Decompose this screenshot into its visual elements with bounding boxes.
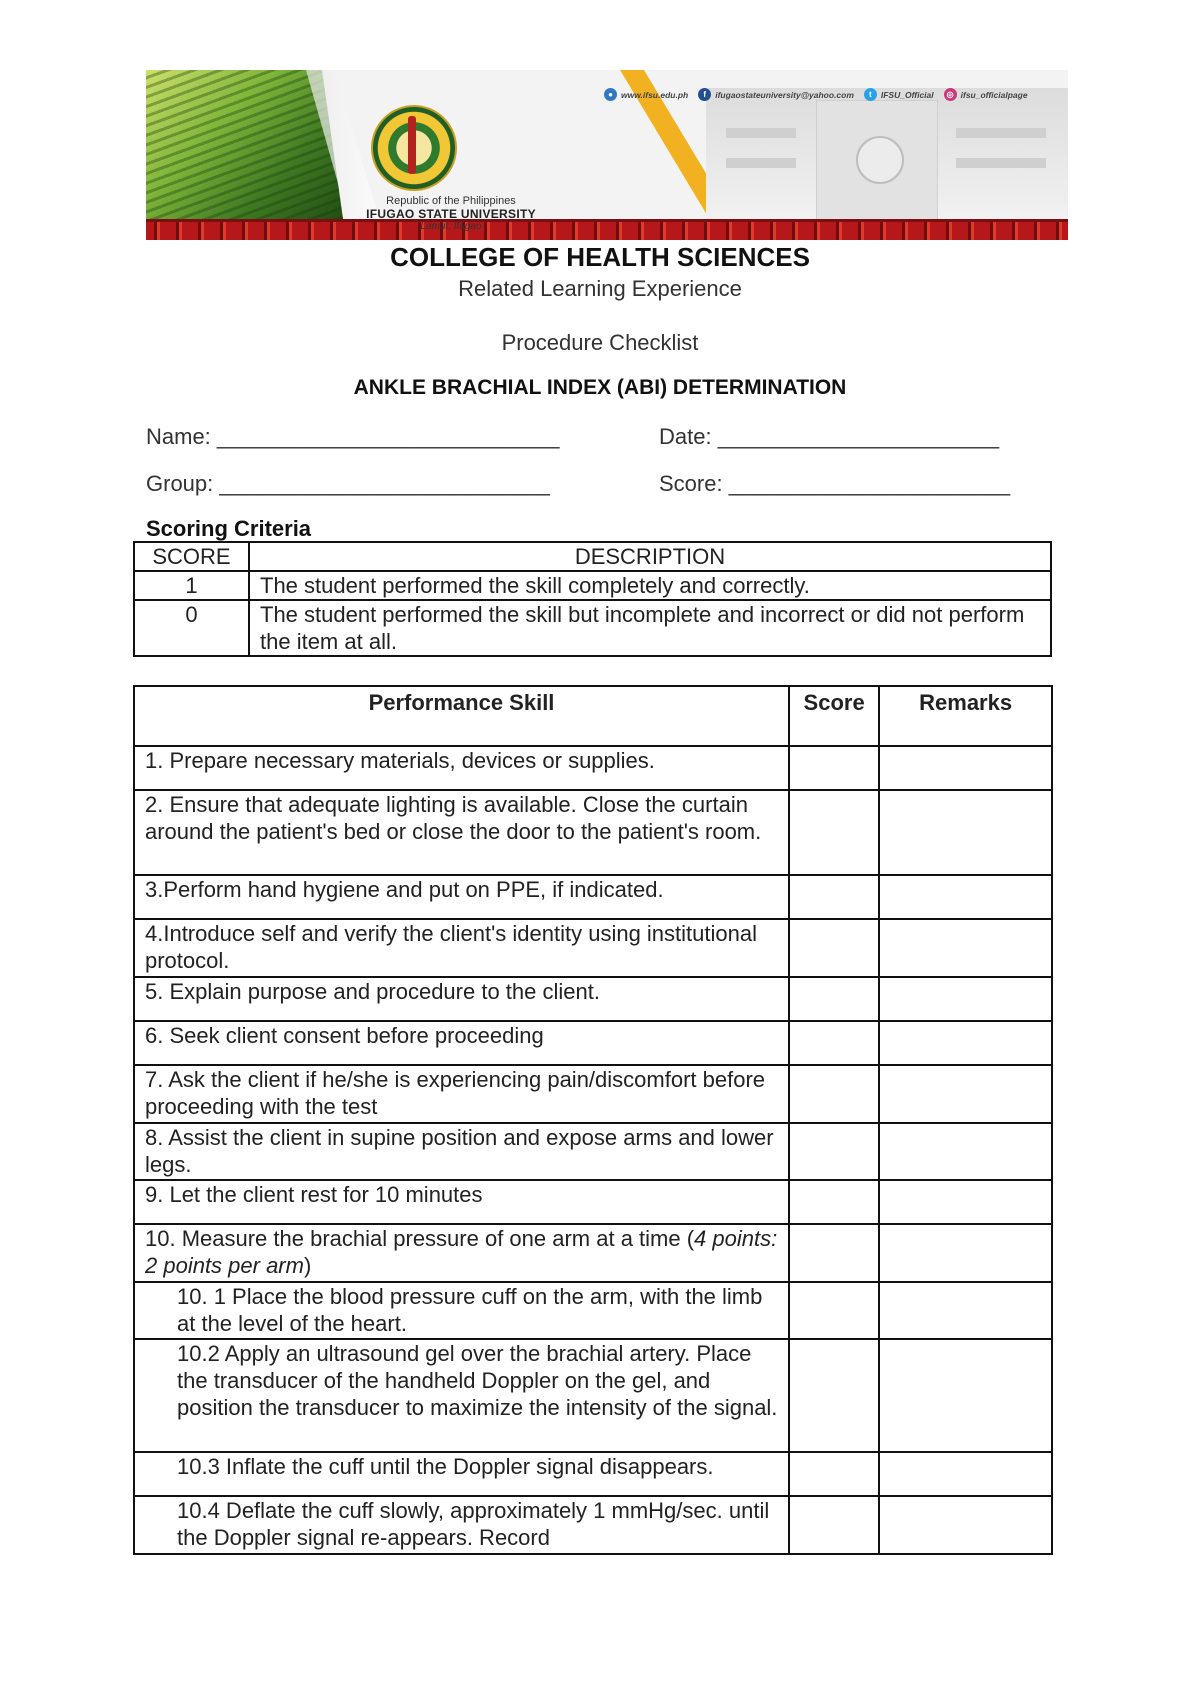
remarks-cell[interactable] — [879, 919, 1052, 977]
remarks-cell[interactable] — [879, 1339, 1052, 1452]
instagram-icon: ◎ — [944, 88, 957, 101]
criteria-score: 1 — [134, 571, 249, 600]
score-column-header: SCORE — [134, 542, 249, 571]
group-field: Group: ___________________________ — [146, 471, 550, 496]
score-cell[interactable] — [789, 1021, 879, 1065]
procedure-title: ANKLE BRACHIAL INDEX (ABI) DETERMINATION — [353, 376, 847, 399]
table-row — [134, 977, 1052, 1021]
name-field: Name: ____________________________ — [146, 424, 560, 449]
score-cell[interactable] — [789, 746, 879, 790]
table-header-row — [134, 542, 1051, 571]
skill-cell: 9. Let the client rest for 10 minutes — [134, 1180, 789, 1224]
skill-cell: 6. Seek client consent before proceeding — [134, 1021, 789, 1065]
tribal-pattern-band — [146, 222, 1068, 240]
score-cell[interactable] — [789, 1123, 879, 1180]
remarks-cell[interactable] — [879, 1065, 1052, 1123]
remarks-cell[interactable] — [879, 1224, 1052, 1282]
table-row — [134, 1021, 1052, 1065]
score-cell[interactable] — [789, 1065, 879, 1123]
table-row — [134, 571, 1051, 600]
score-cell[interactable] — [789, 1224, 879, 1282]
social-facebook — [698, 88, 854, 101]
table-row — [134, 919, 1052, 977]
score-cell[interactable] — [789, 1496, 879, 1554]
social-instagram — [944, 88, 1028, 101]
building-window — [726, 128, 796, 138]
table-row — [134, 1065, 1052, 1123]
score-cell[interactable] — [789, 1452, 879, 1496]
social-instagram-label: ifsu_officialpage — [960, 89, 1028, 100]
sub-skill-cell: 10.4 Deflate the cuff slowly, approximately 1 mmHg/sec. until the Doppler signal re-appears. Record — [134, 1496, 789, 1554]
score-cell[interactable] — [789, 875, 879, 919]
remarks-cell[interactable] — [879, 875, 1052, 919]
skill-column-header: Performance Skill — [134, 686, 789, 746]
table-row — [134, 1496, 1052, 1554]
republic-label: Republic of the Philippines — [386, 195, 516, 207]
score-cell[interactable] — [789, 977, 879, 1021]
criteria-description: The student performed the skill completely and correctly. — [249, 571, 1051, 600]
scoring-criteria-table — [133, 541, 1052, 657]
skill-cell: 8. Assist the client in supine position and expose arms and lower legs. — [134, 1123, 789, 1180]
skill-cell — [134, 1224, 789, 1282]
remarks-cell[interactable] — [879, 1496, 1052, 1554]
social-twitter — [864, 88, 934, 101]
skill-cell: 7. Ask the client if he/she is experiencing pain/discomfort before proceeding with the test — [134, 1065, 789, 1123]
remarks-cell[interactable] — [879, 1123, 1052, 1180]
table-row — [134, 875, 1052, 919]
building-window — [956, 128, 1046, 138]
skill-text: 10. Measure the brachial pressure of one arm at a time ( — [145, 1226, 695, 1251]
skill-cell: 1. Prepare necessary materials, devices or supplies. — [134, 746, 789, 790]
table-header-row — [134, 686, 1052, 746]
criteria-description: The student performed the skill but incomplete and incorrect or did not perform the item at all. — [249, 600, 1051, 656]
social-facebook-label: ifugaostateuniversity@yahoo.com — [715, 89, 854, 100]
social-links — [604, 88, 1028, 101]
table-row — [134, 1452, 1052, 1496]
skill-cell: 4.Introduce self and verify the client's identity using institutional protocol. — [134, 919, 789, 977]
remarks-column-header: Remarks — [879, 686, 1052, 746]
score-column-header: Score — [789, 686, 879, 746]
university-name: IFUGAO STATE UNIVERSITY — [366, 207, 536, 221]
score-cell[interactable] — [789, 1282, 879, 1339]
remarks-cell[interactable] — [879, 1180, 1052, 1224]
remarks-cell[interactable] — [879, 1282, 1052, 1339]
table-row — [134, 1123, 1052, 1180]
sub-skill-cell: 10.2 Apply an ultrasound gel over the brachial artery. Place the transducer of the handheld Doppler on the gel, and position the transducer to maximize the intensity of the signal. — [134, 1339, 789, 1452]
rle-subtitle: Related Learning Experience — [458, 276, 742, 301]
social-web-label: www.ifsu.edu.ph — [621, 89, 689, 100]
building-window — [726, 158, 796, 168]
table-row — [134, 1180, 1052, 1224]
building-emblem — [856, 136, 904, 184]
score-cell[interactable] — [789, 1339, 879, 1452]
table-row — [134, 600, 1051, 656]
points-note: 4 points: 2 points per arm — [145, 1226, 778, 1278]
web-icon: ● — [604, 88, 617, 101]
remarks-cell[interactable] — [879, 1452, 1052, 1496]
remarks-cell[interactable] — [879, 746, 1052, 790]
remarks-cell[interactable] — [879, 790, 1052, 875]
social-twitter-label: IFSU_Official — [880, 89, 934, 100]
scoring-criteria-title: Scoring Criteria — [146, 516, 312, 541]
header-banner — [146, 70, 1068, 240]
score-cell[interactable] — [789, 1180, 879, 1224]
table-row — [134, 1224, 1052, 1282]
campus-building-photo — [706, 88, 1068, 223]
description-column-header: DESCRIPTION — [249, 542, 1051, 571]
skill-cell: 3.Perform hand hygiene and put on PPE, if indicated. — [134, 875, 789, 919]
university-name-block — [341, 195, 561, 232]
score-field: Score: _______________________ — [659, 471, 1011, 496]
skill-cell: 2. Ensure that adequate lighting is available. Close the curtain around the patient's bed or close the door to the patient's room. — [134, 790, 789, 875]
facebook-icon: f — [698, 88, 711, 101]
score-cell[interactable] — [789, 919, 879, 977]
remarks-cell[interactable] — [879, 1021, 1052, 1065]
table-row — [134, 1282, 1052, 1339]
skill-cell: 5. Explain purpose and procedure to the client. — [134, 977, 789, 1021]
performance-skill-table — [133, 685, 1053, 1555]
table-row — [134, 790, 1052, 875]
sub-skill-cell: 10. 1 Place the blood pressure cuff on the arm, with the limb at the level of the heart. — [134, 1282, 789, 1339]
seal-sword-icon — [408, 116, 416, 174]
date-field: Date: _______________________ — [659, 424, 1000, 449]
university-location: Lamut, Ifugao — [420, 221, 482, 232]
social-web — [604, 88, 688, 101]
college-title: COLLEGE OF HEALTH SCIENCES — [390, 242, 810, 272]
criteria-score: 0 — [134, 600, 249, 656]
checklist-subtitle: Procedure Checklist — [501, 330, 699, 355]
twitter-icon: t — [864, 88, 877, 101]
skill-text-close: ) — [303, 1253, 312, 1278]
score-cell[interactable] — [789, 790, 879, 875]
table-row — [134, 746, 1052, 790]
sub-skill-cell: 10.3 Inflate the cuff until the Doppler signal disappears. — [134, 1452, 789, 1496]
building-window — [956, 158, 1046, 168]
remarks-cell[interactable] — [879, 977, 1052, 1021]
table-row — [134, 1339, 1052, 1452]
